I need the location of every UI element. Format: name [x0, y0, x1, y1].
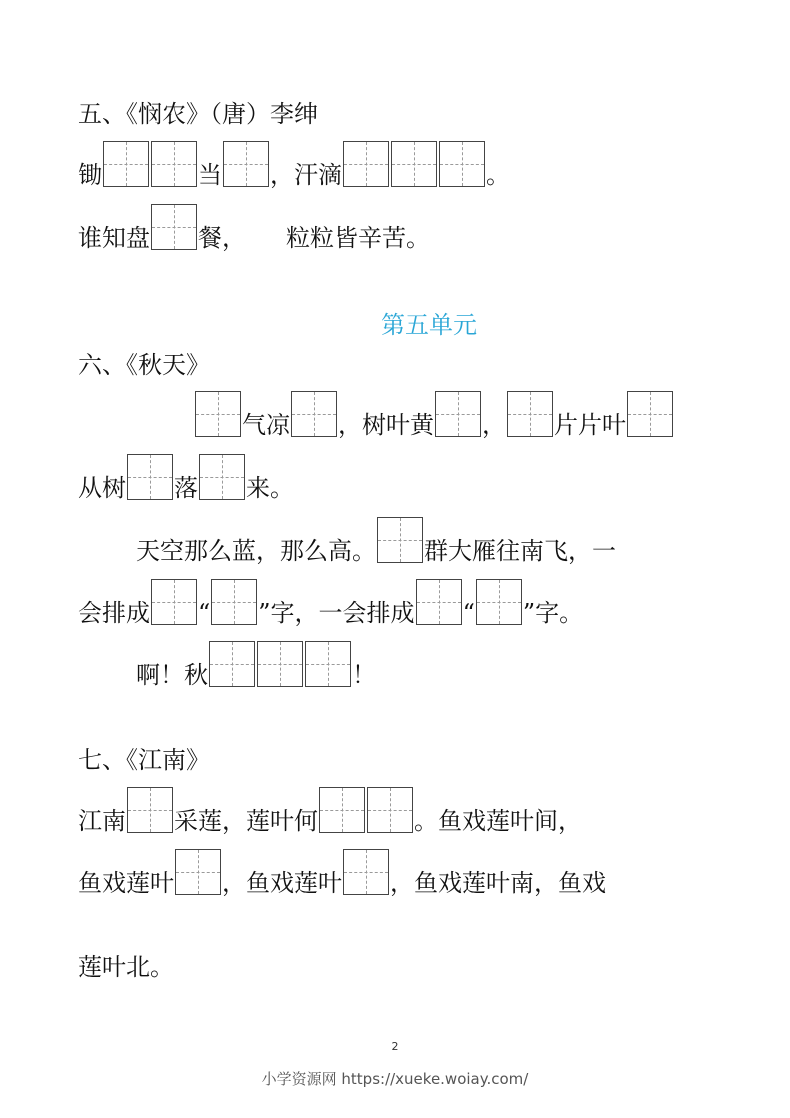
writing-box[interactable] [151, 141, 197, 187]
writing-box[interactable] [257, 641, 303, 687]
section6-line2: 从树 落 来。 [78, 454, 294, 500]
writing-box[interactable] [195, 391, 241, 437]
writing-box[interactable] [127, 454, 173, 500]
footer-site-link[interactable]: 小学资源网 https://xueke.woiay.com/ [261, 1070, 529, 1088]
section6-line3: 天空那么蓝，那么高。 群大雁往南飞，一 [136, 517, 616, 563]
writing-box[interactable] [343, 849, 389, 895]
section5-heading: 五、《悯农》（唐）李绅 [78, 100, 318, 128]
section6-line1: 气凉 ，树叶黄 ， 片片叶 [194, 391, 674, 437]
section7-line3: 莲叶北。 [78, 953, 174, 981]
section5-line1: 锄 当 ，汗滴 。 [78, 141, 510, 187]
page-number: 2 [391, 1040, 399, 1053]
section7-line1: 江南 采莲，莲叶何 。鱼戏莲叶间， [78, 787, 582, 833]
writing-box[interactable] [435, 391, 481, 437]
writing-box[interactable] [507, 391, 553, 437]
section7-heading: 七、《江南》 [78, 746, 210, 774]
writing-box[interactable] [377, 517, 423, 563]
writing-box[interactable] [223, 141, 269, 187]
writing-box[interactable] [151, 204, 197, 250]
writing-box[interactable] [151, 579, 197, 625]
writing-box[interactable] [439, 141, 485, 187]
writing-box[interactable] [103, 141, 149, 187]
section6-line4: 会排成 “ ”字，一会排成 “ ”字。 [78, 579, 583, 625]
section7-line2: 鱼戏莲叶 ，鱼戏莲叶 ，鱼戏莲叶南，鱼戏 [78, 849, 606, 895]
section6-line5: 啊！秋 ！ [136, 641, 376, 687]
section6-heading: 六、《秋天》 [78, 351, 210, 379]
writing-box[interactable] [127, 787, 173, 833]
writing-box[interactable] [627, 391, 673, 437]
writing-box[interactable] [291, 391, 337, 437]
section5-line2: 谁知盘 餐， 粒粒皆辛苦。 [78, 204, 430, 250]
writing-box[interactable] [209, 641, 255, 687]
writing-box[interactable] [391, 141, 437, 187]
writing-box[interactable] [211, 579, 257, 625]
writing-box[interactable] [367, 787, 413, 833]
writing-box[interactable] [175, 849, 221, 895]
writing-box[interactable] [319, 787, 365, 833]
writing-box[interactable] [343, 141, 389, 187]
unit-title: 第五单元 [381, 311, 477, 339]
writing-box[interactable] [199, 454, 245, 500]
writing-box[interactable] [305, 641, 351, 687]
writing-box[interactable] [416, 579, 462, 625]
writing-box[interactable] [476, 579, 522, 625]
